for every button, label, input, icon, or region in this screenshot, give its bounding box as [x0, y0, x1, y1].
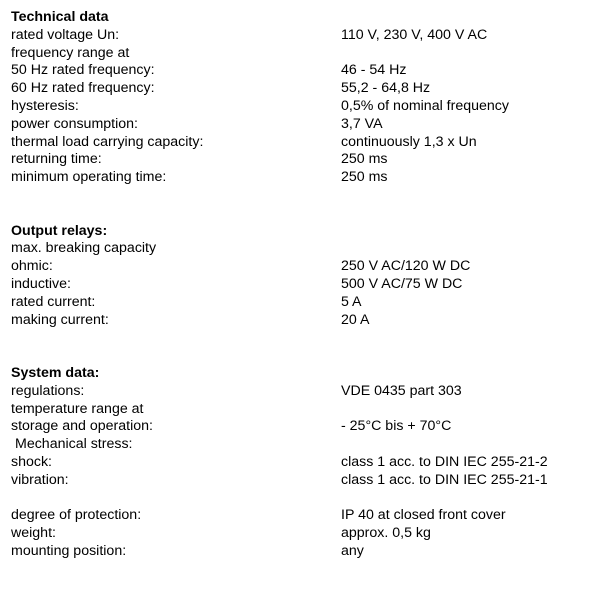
spec-row-hysteresis	[11, 98, 591, 116]
spec-label: making current:	[11, 311, 109, 328]
spec-row-rated-voltage	[11, 27, 591, 45]
spec-label: rated voltage Un:	[11, 26, 120, 43]
spec-row-returning-time	[11, 151, 591, 169]
spec-value: 5 A	[341, 293, 362, 310]
spec-label: returning time:	[11, 151, 102, 168]
output-relays-section	[11, 223, 591, 330]
spec-row-60hz	[11, 80, 591, 98]
spec-label: minimum operating time:	[11, 169, 167, 186]
spec-value: 250 ms	[341, 169, 388, 186]
spec-row-shock	[11, 454, 591, 472]
spec-label: storage and operation:	[11, 418, 153, 435]
technical-data-heading: Technical data	[11, 9, 109, 25]
spec-row-thermal-load	[11, 134, 591, 152]
spec-row-inductive	[11, 276, 591, 294]
spec-value: 250 ms	[341, 151, 388, 168]
spec-value: 20 A	[341, 311, 370, 328]
system-data-heading: System data:	[11, 364, 100, 381]
spec-label: frequency range at	[11, 44, 130, 61]
spec-label: degree of protection:	[11, 507, 142, 524]
spec-label: regulations:	[11, 382, 85, 399]
spec-row-degree-of-protection	[11, 507, 591, 525]
spec-row-mounting-position	[11, 543, 591, 561]
spec-value: - 25°C bis + 70°C	[341, 418, 452, 435]
spec-label: ohmic:	[11, 258, 53, 275]
output-relays-heading: Output relays:	[11, 222, 108, 239]
spec-value: class 1 acc. to DIN IEC 255-21-1	[341, 471, 548, 488]
spec-value: 46 - 54 Hz	[341, 62, 407, 79]
spec-label: power consumption:	[11, 115, 138, 132]
spec-row-mechanical-stress	[11, 436, 591, 454]
spec-label: 50 Hz rated frequency:	[11, 62, 155, 79]
spec-label: inductive:	[11, 275, 71, 292]
spec-row-minimum-operating-time	[11, 169, 591, 187]
spec-value: 110 V, 230 V, 400 V AC	[341, 26, 488, 43]
spec-row-regulations	[11, 383, 591, 401]
spec-value: class 1 acc. to DIN IEC 255-21-2	[341, 453, 548, 470]
spec-row-temperature-range	[11, 401, 591, 419]
spec-label: Mechanical stress:	[15, 436, 133, 453]
spec-value: 250 V AC/120 W DC	[341, 258, 471, 275]
spec-label: mounting position:	[11, 542, 127, 559]
spec-row-max-breaking-capacity	[11, 240, 591, 258]
row-spacer	[11, 490, 591, 508]
spec-label: shock:	[11, 453, 53, 470]
spec-row-weight	[11, 525, 591, 543]
spec-row-ohmic	[11, 258, 591, 276]
spec-label: rated current:	[11, 293, 96, 310]
spec-value: approx. 0,5 kg	[341, 525, 431, 542]
spec-label: 60 Hz rated frequency:	[11, 80, 155, 97]
spec-label: max. breaking capacity	[11, 240, 157, 257]
spec-label: temperature range at	[11, 400, 144, 417]
spec-row-power-consumption	[11, 116, 591, 134]
spec-value: 3,7 VA	[341, 115, 383, 132]
spec-label: thermal load carrying capacity:	[11, 133, 204, 150]
spec-row-vibration	[11, 472, 591, 490]
spec-value: 500 V AC/75 W DC	[341, 275, 463, 292]
spec-value: VDE 0435 part 303	[341, 382, 462, 399]
spec-value: 0,5% of nominal frequency	[341, 97, 509, 114]
technical-data-section	[11, 9, 591, 187]
spec-row-storage-operation	[11, 418, 591, 436]
datasheet	[11, 9, 591, 561]
section-spacer	[11, 329, 591, 365]
spec-value: any	[341, 542, 364, 559]
spec-row-50hz	[11, 62, 591, 80]
system-data-section	[11, 365, 591, 561]
spec-value: continuously 1,3 x Un	[341, 133, 477, 150]
spec-label: hysteresis:	[11, 97, 79, 114]
spec-row-frequency-range	[11, 45, 591, 63]
spec-label: weight:	[11, 525, 56, 542]
spec-value: 55,2 - 64,8 Hz	[341, 80, 431, 97]
spec-row-rated-current	[11, 294, 591, 312]
spec-label: vibration:	[11, 471, 69, 488]
spec-row-making-current	[11, 312, 591, 330]
section-spacer	[11, 187, 591, 223]
spec-value: IP 40 at closed front cover	[341, 507, 506, 524]
